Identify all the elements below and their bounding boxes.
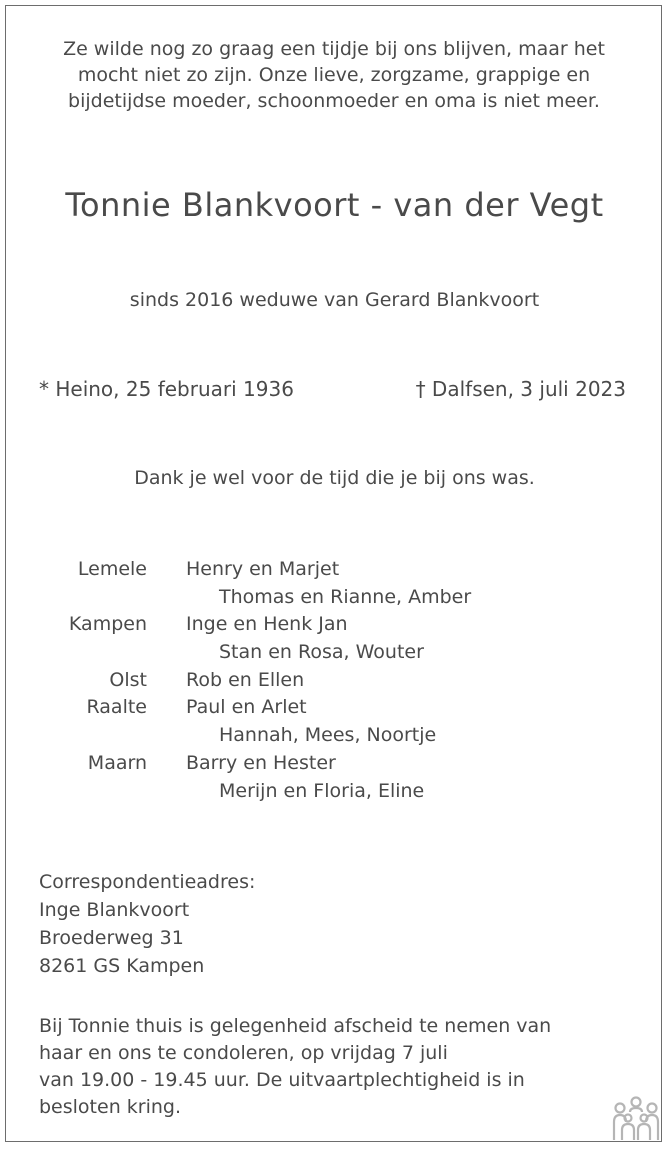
family-main: Barry en Hester [186,751,336,774]
family-place: Kampen [68,613,147,636]
family-row [6,722,663,750]
family-people-icon [610,1096,662,1142]
address-label: Correspondentieadres: [39,871,256,893]
address-city: 8261 GS Kampen [39,955,205,977]
family-main: Henry en Marjet [186,558,340,580]
family-place: Lemele [77,558,147,580]
family-kids: Thomas en Rianne, Amber [219,585,472,608]
deceased-name: Tonnie Blankvoort - van der Vegt [65,186,604,224]
family-row [6,694,663,722]
family-row [6,639,663,667]
family-place: Olst [109,668,147,691]
family-list [6,556,663,805]
condolence-notice [39,1013,599,1121]
family-row [6,778,663,806]
notice-line: besloten kring. [39,1096,182,1118]
family-place: Raalte [86,696,147,719]
notice-line: Bij Tonnie thuis is gelegenheid afscheid te nemen van [39,1015,552,1037]
thanks-text: Dank je wel voor de tijd die je bij ons was. [134,467,535,489]
family-main: Rob en Ellen [186,668,305,691]
family-row [6,750,663,778]
family-kids: Hannah, Mees, Noortje [219,724,437,747]
family-kids: Merijn en Floria, Eline [219,779,425,802]
obituary-card [5,5,662,1142]
family-row [6,611,663,639]
death-info: † Dalfsen, 3 juli 2023 [415,377,626,401]
intro-line: bijdetijdse moeder, schoonmoeder en oma is niet meer. [68,90,600,112]
family-row [6,556,663,584]
correspondence-address [39,868,255,980]
birth-info: * Heino, 25 februari 1936 [39,377,294,401]
notice-line: haar en ons te condoleren, op vrijdag 7 juli [39,1042,448,1064]
widow-text: sinds 2016 weduwe van Gerard Blankvoort [129,289,540,311]
address-name: Inge Blankvoort [39,899,190,921]
family-row [6,667,663,695]
address-street: Broederweg 31 [39,927,184,949]
intro-line: mocht niet zo zijn. Onze lieve, zorgzame, grappige en [77,64,591,86]
family-kids: Stan en Rosa, Wouter [219,641,424,664]
notice-line: van 19.00 - 19.45 uur. De uitvaartplechtigheid is in [39,1069,525,1091]
intro-text [39,36,629,114]
family-row [6,584,663,612]
family-main: Inge en Henk Jan [186,613,348,636]
family-place: Maarn [87,751,147,774]
family-main: Paul en Arlet [186,696,307,719]
intro-line: Ze wilde nog zo graag een tijdje bij ons blijven, maar het [63,38,605,60]
